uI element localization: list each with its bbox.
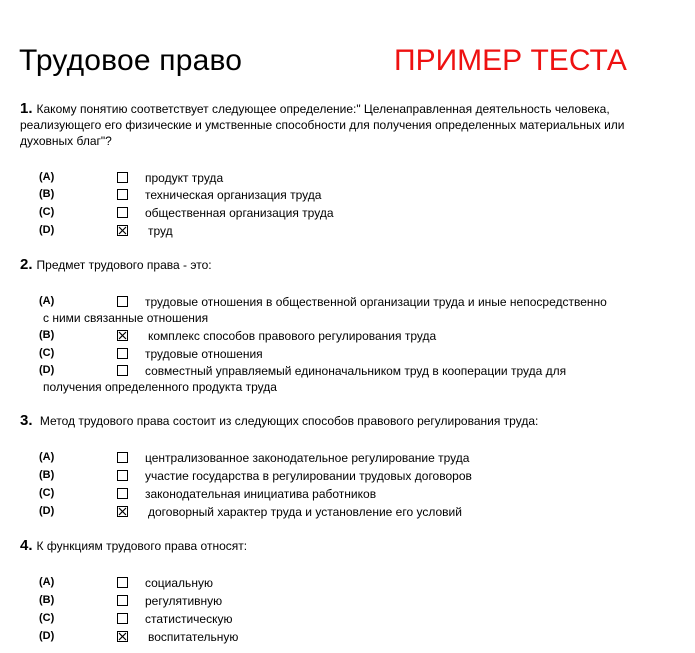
q4-option-d[interactable] [0, 629, 695, 647]
option-letter: (B) [39, 594, 55, 606]
option-text: централизованное законодательное регулирование труда [145, 451, 470, 465]
question-2 [20, 257, 680, 273]
q1-option-b[interactable] [0, 187, 695, 205]
option-text: участие государства в регулировании трудовых договоров [145, 469, 472, 483]
q4-option-b[interactable] [0, 593, 695, 611]
checkbox[interactable] [117, 296, 128, 307]
checkbox[interactable] [117, 631, 128, 642]
option-letter: (B) [39, 469, 55, 481]
q1-option-a[interactable] [0, 170, 695, 188]
q3-option-d[interactable] [0, 504, 695, 522]
question-text: К функциям трудового права относят: [36, 539, 248, 553]
option-text: комплекс способов правового регулирования труда [148, 329, 437, 343]
q3-option-c[interactable] [0, 486, 695, 504]
option-text-continuation: с ними связанные отношения [43, 311, 209, 325]
option-text: воспитательную [148, 630, 239, 644]
checkbox[interactable] [117, 452, 128, 463]
question-number: 4. [20, 537, 33, 554]
option-letter: (C) [39, 206, 55, 218]
option-letter: (D) [39, 364, 55, 376]
option-text: общественная организация труда [145, 206, 334, 220]
question-number: 3. [20, 412, 33, 429]
checkbox[interactable] [117, 330, 128, 341]
option-text-continuation: получения определенного продукта труда [43, 380, 277, 394]
question-1 [20, 101, 680, 149]
option-letter: (A) [39, 451, 55, 463]
checkbox[interactable] [117, 595, 128, 606]
checkbox[interactable] [117, 348, 128, 359]
option-text: труд [148, 224, 173, 238]
q2-option-c[interactable] [0, 346, 695, 364]
q3-option-a[interactable] [0, 450, 695, 468]
question-number: 1. [20, 100, 33, 117]
q3-option-b[interactable] [0, 468, 695, 486]
option-text: социальную [145, 576, 213, 590]
checkbox[interactable] [117, 470, 128, 481]
page-title: Трудовое право [19, 44, 243, 77]
question-3 [20, 413, 680, 429]
option-text: договорный характер труда и установление его условий [148, 505, 462, 519]
question-number: 2. [20, 256, 33, 273]
q4-option-c[interactable] [0, 611, 695, 629]
question-text: Метод трудового права состоит из следующих способов правового регулирования труда: [39, 414, 539, 428]
option-text: совместный управляемый единоначальником труд в кооперации труда для [145, 364, 567, 378]
checkbox[interactable] [117, 365, 128, 376]
option-text: регулятивную [145, 594, 223, 608]
option-letter: (A) [39, 171, 55, 183]
option-letter: (B) [39, 188, 55, 200]
question-4 [20, 538, 680, 554]
option-text: продукт труда [145, 171, 224, 185]
option-text: техническая организация труда [145, 188, 322, 202]
option-letter: (C) [39, 612, 55, 624]
option-text: законодательная инициатива работников [145, 487, 377, 501]
question-text: Какому понятию соответствует следующее определение:" Целенаправленная деятельность человека, реализующего его физические и умственные способности для получения определенных материальных или духовных благ"? [20, 102, 625, 148]
checkbox[interactable] [117, 172, 128, 183]
checkbox[interactable] [117, 189, 128, 200]
option-letter: (D) [39, 224, 55, 236]
option-text: трудовые отношения [145, 347, 263, 361]
option-letter: (D) [39, 505, 55, 517]
option-letter: (B) [39, 329, 55, 341]
option-letter: (C) [39, 347, 55, 359]
q2-option-b[interactable] [0, 328, 695, 346]
option-letter: (A) [39, 576, 55, 588]
option-text: статистическую [145, 612, 233, 626]
q1-option-c[interactable] [0, 205, 695, 223]
checkbox[interactable] [117, 207, 128, 218]
checkbox[interactable] [117, 506, 128, 517]
q1-option-d[interactable] [0, 223, 695, 241]
checkbox[interactable] [117, 225, 128, 236]
option-letter: (D) [39, 630, 55, 642]
q4-option-a[interactable] [0, 575, 695, 593]
checkbox[interactable] [117, 488, 128, 499]
option-letter: (C) [39, 487, 55, 499]
sample-test-badge: ПРИМЕР ТЕСТА [394, 44, 627, 77]
checkbox[interactable] [117, 613, 128, 624]
option-text: трудовые отношения в общественной организации труда и иные непосредственно [145, 295, 607, 309]
question-text: Предмет трудового права - это: [36, 258, 212, 272]
checkbox[interactable] [117, 577, 128, 588]
option-letter: (A) [39, 295, 55, 307]
